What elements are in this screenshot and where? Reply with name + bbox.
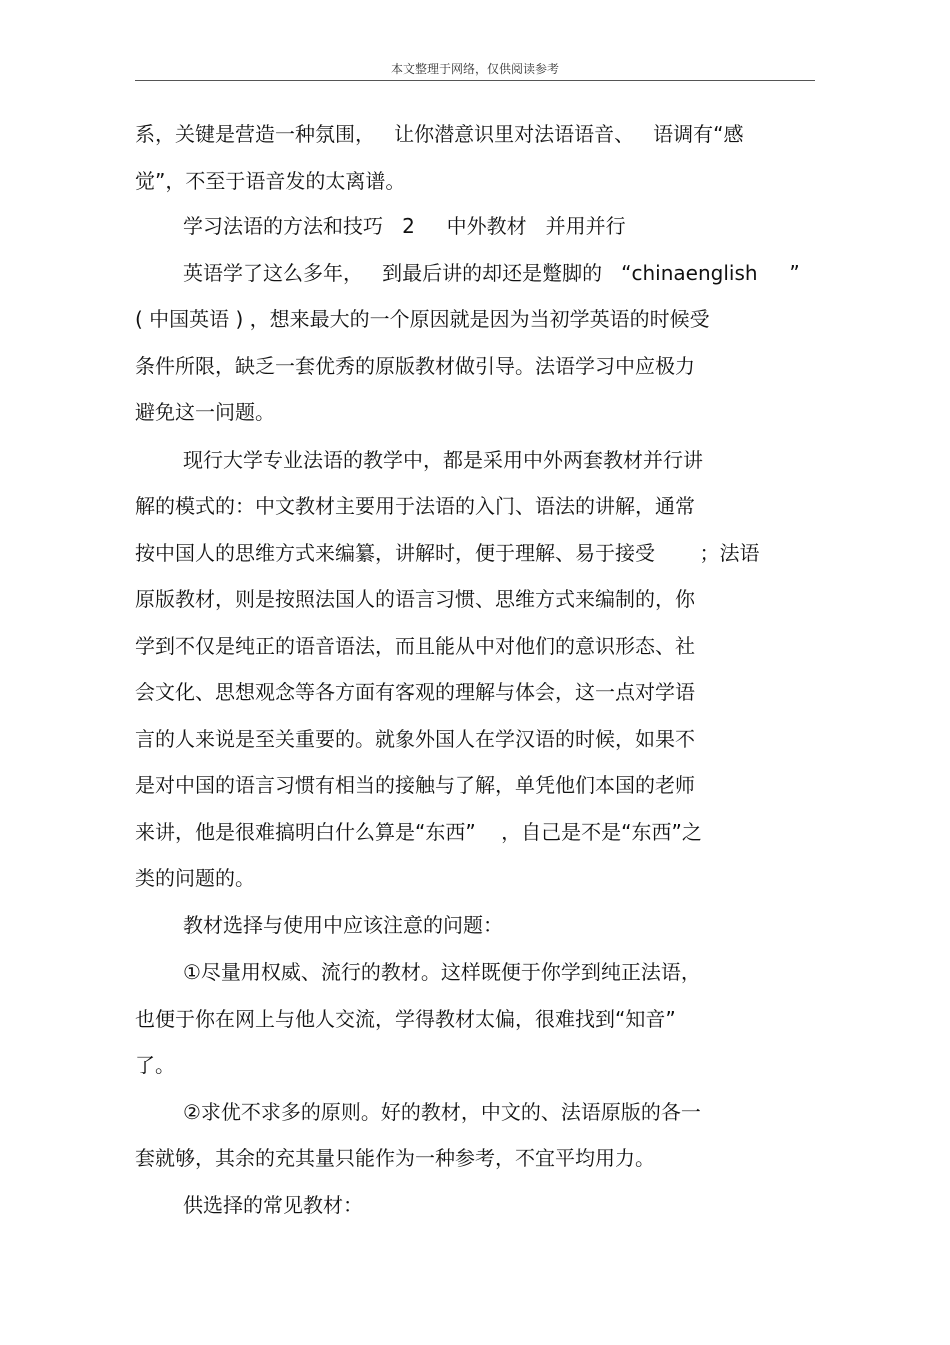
- body-line: 类的问题的。: [135, 866, 255, 890]
- body-line: 按中国人的思维方式来编纂，讲解时，便于理解、易于接受 ；法语: [135, 541, 760, 565]
- body-line: 教材选择与使用中应该注意的问题：: [183, 913, 503, 937]
- body-line: 觉”，不至于语音发的太离谱。: [135, 169, 406, 193]
- list-item: ②求优不求多的原则。好的教材，中文的、法语原版的各一: [183, 1100, 701, 1124]
- header-divider: [135, 80, 815, 81]
- body-line: 学到不仅是纯正的语音语法，而且能从中对他们的意识形态、社: [135, 634, 695, 658]
- body-line: 解的模式的：中文教材主要用于法语的入门、语法的讲解，通常: [135, 494, 695, 518]
- body-line: 了。: [135, 1053, 175, 1077]
- body-line: 也便于你在网上与他人交流，学得教材太偏，很难找到“知音”: [135, 1007, 676, 1031]
- body-line: 系，关键是营造一种氛围， 让你潜意识里对法语语音、 语调有“感: [135, 122, 744, 146]
- body-line: 来讲，他是很难搞明白什么算是“东西” ，自己是不是“东西”之: [135, 820, 702, 844]
- body-line: 原版教材，则是按照法国人的语言习惯、思维方式来编制的，你: [135, 587, 695, 611]
- body-line: 是对中国的语言习惯有相当的接触与了解，单凭他们本国的老师: [135, 773, 695, 797]
- body-line: 现行大学专业法语的教学中，都是采用中外两套教材并行讲: [183, 448, 703, 472]
- section-heading: 学习法语的方法和技巧 2 中外教材 并用并行: [183, 214, 626, 238]
- body-line: 避免这一问题。: [135, 400, 275, 424]
- body-line: 套就够，其余的充其量只能作为一种参考，不宜平均用力。: [135, 1146, 655, 1170]
- page-header-note: 本文整理于网络，仅供阅读参考: [390, 62, 559, 76]
- body-line: 条件所限，缺乏一套优秀的原版教材做引导。法语学习中应极力: [135, 354, 695, 378]
- body-line: 供选择的常见教材：: [183, 1193, 363, 1217]
- body-line: 言的人来说是至关重要的。就象外国人在学汉语的时候，如果不: [135, 727, 695, 751]
- list-item: ①尽量用权威、流行的教材。这样既便于你学到纯正法语，: [183, 960, 701, 984]
- body-line: ( 中国英语 ) ，想来最大的一个原因就是因为当初学英语的时候受: [135, 307, 710, 331]
- body-line: 会文化、思想观念等各方面有客观的理解与体会，这一点对学语: [135, 680, 695, 704]
- body-line: 英语学了这么多年， 到最后讲的却还是蹩脚的 “chinaenglish ”: [183, 261, 800, 285]
